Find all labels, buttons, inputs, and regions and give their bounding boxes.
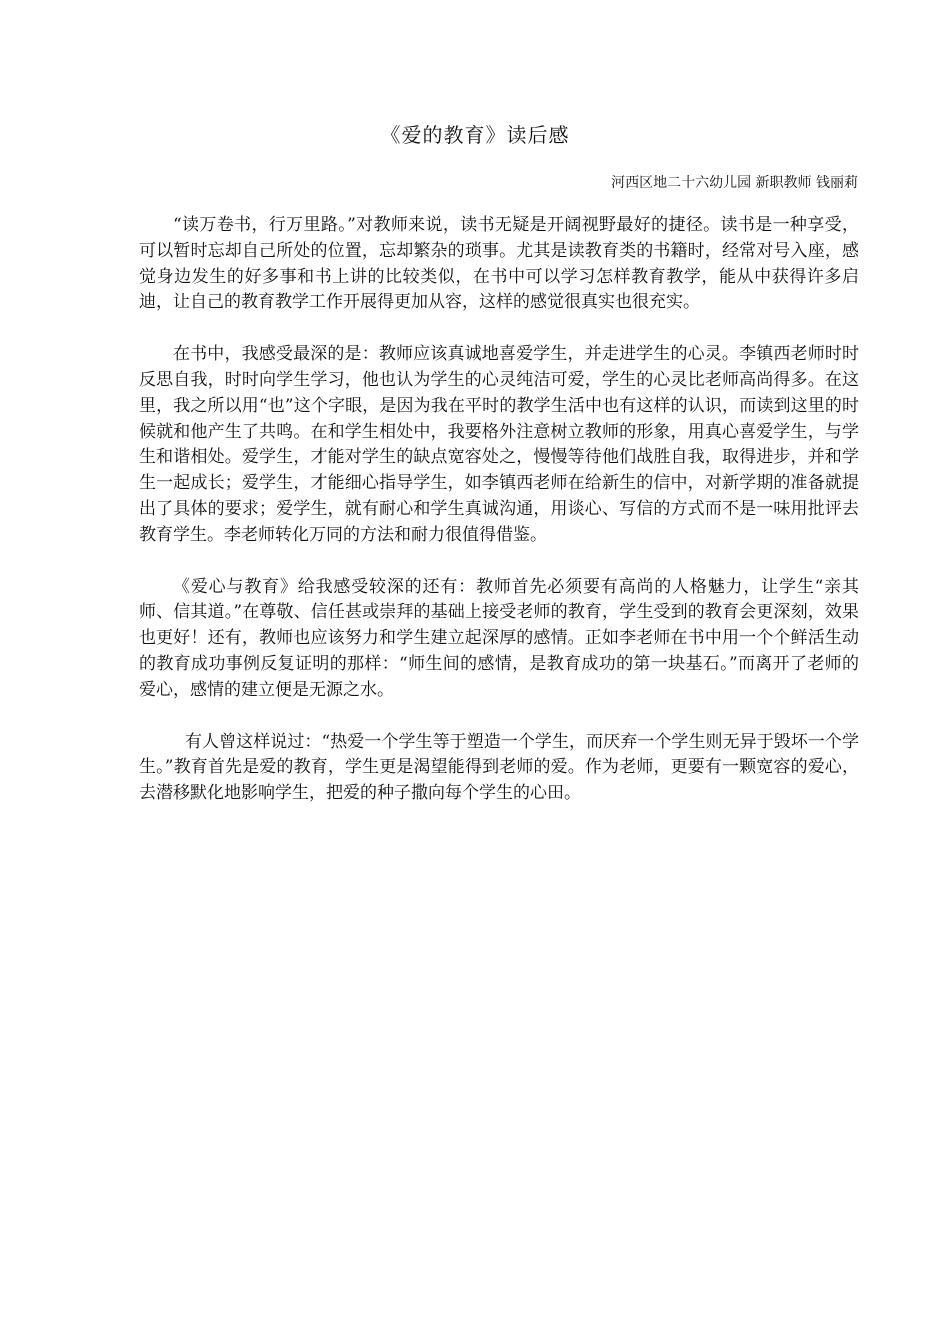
- paragraph-1: “读万卷书，行万里路。”对教师来说，读书无疑是开阔视野最好的捷径。读书是一种享受，可以暂时忘却自己所处的位置，忘却繁杂的琐事。尤其是读教育类的书籍时，经常对号入座，感觉身边发生的好多事和书上讲的比较类似，在书中可以学习怎样教育教学，能从中获得许多启迪，让自己的教育教学工作开展得更加从容，这样的感觉很真实也很充实。: [139, 215, 859, 313]
- paragraph-2: 在书中，我感受最深的是：教师应该真诚地喜爱学生，并走进学生的心灵。李镇西老师时时反思自我，时时向学生学习，他也认为学生的心灵纯洁可爱，学生的心灵比老师高尚得多。在这里，我之所以用“也”这个字眼，是因为我在平时的教学生活中也有这样的认识，而读到这里的时候就和他产生了共鸣。在和学生相处中，我要格外注意树立教师的形象，用真心喜爱学生，与学生和谐相处。爱学生，才能对学生的缺点宽容处之，慢慢等待他们战胜自我，取得进步，并和学生一起成长；爱学生，才能细心指导学生，如李镇西老师在给新生的信中，对新学期的准备就提出了具体的要求；爱学生，就有耐心和学生真诚沟通，用谈心、写信的方式而不是一味用批评去教育学生。李老师转化万同的方法和耐力很值得借鉴。: [139, 344, 859, 545]
- document-title: 《爱的教育》读后感: [380, 123, 570, 147]
- paragraph-3: 《爱心与教育》给我感受较深的还有：教师首先必须要有高尚的人格魅力，让学生“亲其师、信其道。”在尊敬、信任甚或崇拜的基础上接受老师的教育，学生受到的教育会更深刻，效果也更好！还有，教师也应该努力和学生建立起深厚的感情。正如李老师在书中用一个个鲜活生动的教育成功事例反复证明的那样：“师生间的感情，是教育成功的第一块基石。”而离开了老师的爱心，感情的建立便是无源之水。: [139, 576, 859, 700]
- paragraph-4: 有人曾这样说过：“热爱一个学生等于塑造一个学生，而厌弃一个学生则无异于毁坏一个学生。”教育首先是爱的教育，学生更是渴望能得到老师的爱。作为老师，更要有一颗宽容的爱心，去潜移默化地影响学生，把爱的种子撒向每个学生的心田。: [139, 731, 859, 804]
- author-byline: 河西区地二十六幼儿园 新职教师 钱丽莉: [611, 175, 858, 191]
- document-body: [139, 213, 859, 833]
